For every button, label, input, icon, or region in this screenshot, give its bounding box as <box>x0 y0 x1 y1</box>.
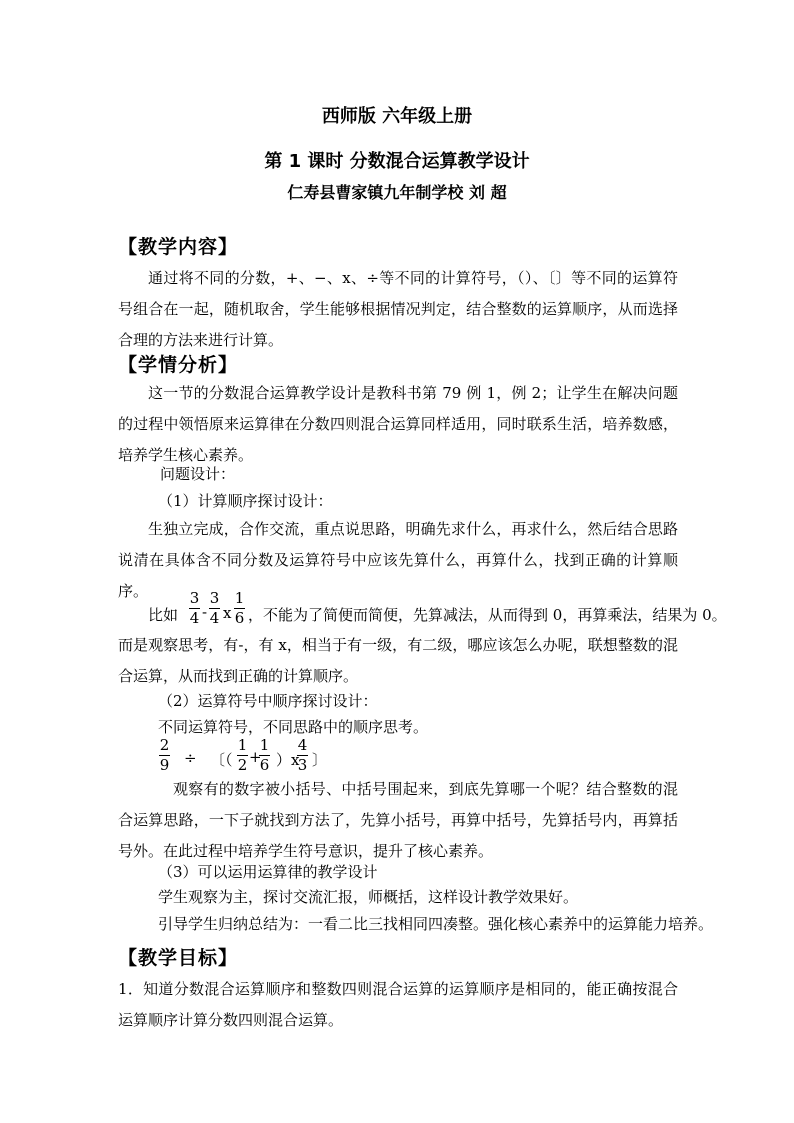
analysis-paragraph: 这一节的分数混合运算教学设计是教科书第 79 例 1，例 2；让学生在解决问题的过程中领悟原来运算律在分数四则混合运算同样适用，同时联系生活，培养数感，培养学生核心素养。 <box>118 384 678 464</box>
fraction-denominator: 4 <box>209 609 220 627</box>
fraction-4-3 <box>297 737 308 774</box>
right-bracket: 〕 <box>312 751 328 769</box>
fraction-numerator: 1 <box>259 736 270 754</box>
right-paren-times: ）x <box>276 751 300 769</box>
design-label: 问题设计： <box>160 465 236 483</box>
fraction-numerator: 3 <box>209 589 220 607</box>
item3-label: （3）可以运用运算律的教学设计 <box>158 863 378 881</box>
section-heading-goals: 【教学目标】 <box>118 947 239 969</box>
fraction-denominator: 6 <box>234 609 245 627</box>
item2-label: （2）运算符号中顺序探讨设计： <box>158 692 378 710</box>
fraction-denominator: 4 <box>189 609 200 627</box>
fraction-denominator: 3 <box>297 756 308 774</box>
item1-label: （1）计算顺序探讨设计： <box>158 492 333 510</box>
fraction-denominator: 6 <box>259 756 270 774</box>
plus-sign: + <box>249 748 262 766</box>
fraction-1-6-b <box>259 737 270 774</box>
fraction-numerator: 2 <box>159 736 170 754</box>
item1-paragraph: 生独立完成，合作交流，重点说思路，明确先求什么，再求什么，然后结合思路说清在具体含不同分数及运算符号中应该先算什么，再算什么，找到正确的计算顺序。 <box>118 520 678 600</box>
item3-line2: 引导学生归纳总结为：一看二比三找相同四凑整。强化核心素养中的运算能力培养。 <box>158 915 714 933</box>
times-sign: x <box>223 604 232 622</box>
fraction-numerator: 4 <box>297 736 308 754</box>
section-heading-analysis: 【学情分析】 <box>118 354 239 376</box>
section-heading-content: 【教学内容】 <box>118 236 239 258</box>
fraction-denominator: 9 <box>159 756 170 774</box>
fraction-2-9 <box>159 737 170 774</box>
example-rest: ，不能为了简便而简便，先算减法，从而得到 0，再算乘法，结果为 0。 <box>248 606 727 624</box>
content-paragraph: 通过将不同的分数，+、−、x、÷等不同的计算符号，（）、〔〕等不同的运算符号组合在一起，随机取舍，学生能够根据情况判定，结合整数的运算顺序，从而选择合理的方法来进行计算。 <box>118 269 678 349</box>
item2-line1: 不同运算符号，不同思路中的顺序思考。 <box>158 718 429 736</box>
fraction-3-4-a <box>189 590 200 627</box>
fraction-1-6 <box>234 590 245 627</box>
goals-paragraph: 1．知道分数混合运算顺序和整数四则混合运算的运算顺序是相同的，能正确按混合运算顺序计算分数四则混合运算。 <box>118 980 678 1029</box>
example-paragraph: 而是观察思考，有-，有 x，相当于有一级，有二级，哪应该怎么办呢，联想整数的混合运算，从而找到正确的计算顺序。 <box>118 636 678 685</box>
item3-line1: 学生观察为主，探讨交流汇报，师概括，这样设计教学效果好。 <box>158 888 579 906</box>
fraction-denominator: 2 <box>237 756 248 774</box>
left-brackets: 〔（ <box>210 751 233 769</box>
document-title: 西师版 六年级上册 <box>321 106 473 127</box>
item2-paragraph: 观察有的数字被小括号、中括号围起来，到底先算哪一个呢？结合整数的混合运算思路，一下子就找到方法了，先算小括号，再算中括号，先算括号内，再算括号外。在此过程中培养学生符号意识，提升了核心素养。 <box>118 780 678 860</box>
author-line: 仁寿县曹家镇九年制学校 刘 超 <box>287 183 507 202</box>
example-prefix: 比如 <box>148 606 179 624</box>
fraction-3-4-b <box>209 590 220 627</box>
lesson-title: 第 1 课时 分数混合运算教学设计 <box>264 151 530 172</box>
fraction-numerator: 1 <box>237 736 248 754</box>
fraction-1-2 <box>237 737 248 774</box>
fraction-numerator: 3 <box>189 589 200 607</box>
minus-sign: - <box>202 603 208 621</box>
fraction-numerator: 1 <box>234 589 245 607</box>
divide-sign: ÷ <box>184 749 197 767</box>
